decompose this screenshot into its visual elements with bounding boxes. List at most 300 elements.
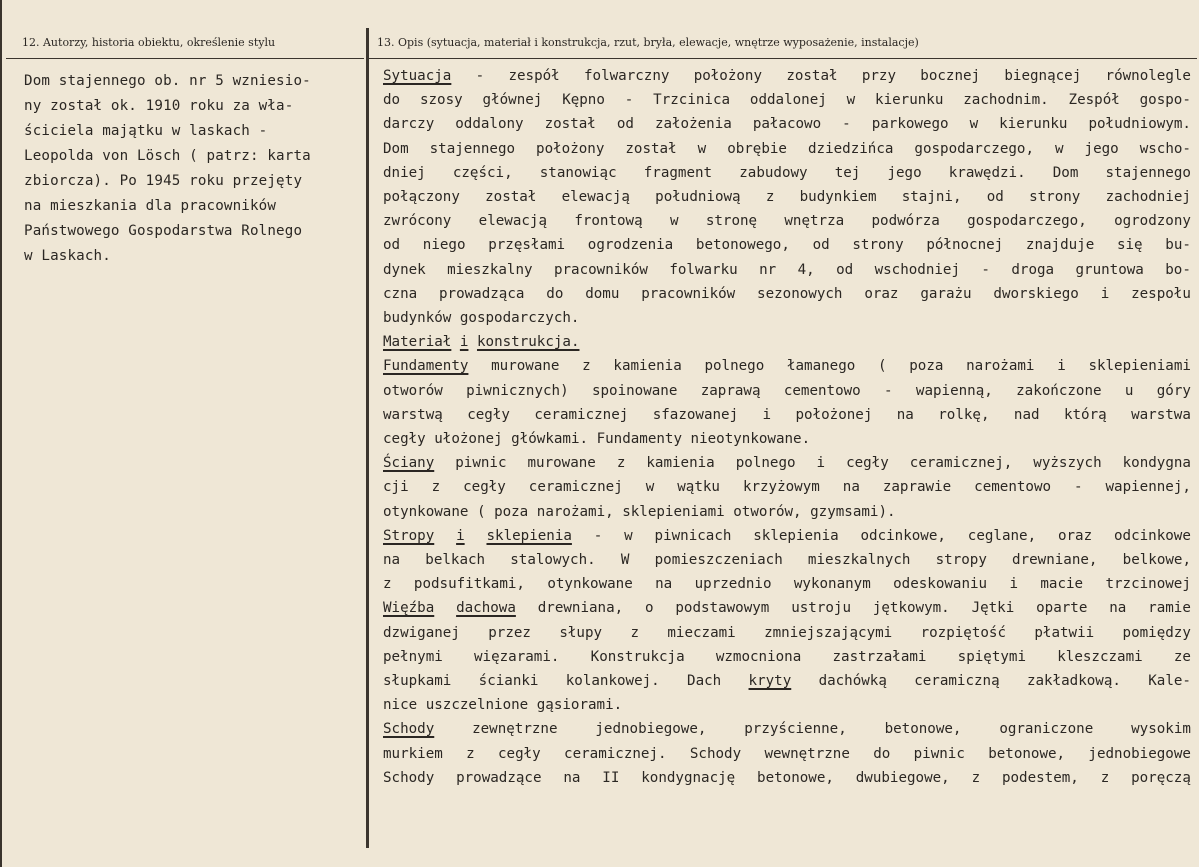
text-line: Leopolda von Lösch ( patrz: karta — [24, 148, 311, 164]
word: drewniana, — [537, 600, 624, 617]
word: sklepieniami — [1088, 358, 1191, 375]
word: wapiennej, — [1105, 479, 1191, 496]
word: pomieszczeniach — [654, 552, 783, 569]
underlined-heading: sklepienia — [486, 527, 572, 544]
word: pracowników — [641, 285, 736, 302]
text-line — [383, 548, 1191, 572]
word: Jętki — [971, 600, 1015, 617]
word: i — [816, 455, 826, 472]
word: narożami — [966, 358, 1035, 375]
text-line — [383, 596, 1191, 620]
word: ceramicznej — [534, 406, 629, 423]
word: został — [625, 140, 677, 157]
header-rule-left — [6, 58, 364, 59]
header-rule-right — [369, 58, 1197, 59]
word: wschodniej — [874, 261, 960, 278]
word: odcinkowe — [1113, 527, 1191, 544]
word: zwrócony — [383, 213, 452, 230]
word: szosy — [419, 92, 463, 109]
word: spiętymi — [957, 648, 1027, 665]
word: wątku — [677, 479, 720, 496]
word: otynkowane — [547, 576, 633, 593]
text-line — [383, 330, 1191, 354]
word: położony — [693, 68, 763, 84]
word: jego — [887, 164, 922, 181]
word: oparte — [1036, 600, 1088, 617]
word: stajennego — [429, 140, 516, 157]
word: kolankowej. — [565, 673, 660, 690]
word: został — [544, 116, 596, 133]
word: ścianki — [478, 673, 539, 690]
word: niego — [422, 237, 466, 254]
word: stronę — [705, 213, 758, 230]
word: - — [842, 116, 851, 133]
word: macie — [1040, 576, 1084, 593]
word: II — [602, 769, 620, 786]
word: znajduje — [1025, 237, 1095, 254]
word: został — [485, 189, 537, 206]
word: betonowe, — [884, 721, 962, 738]
word: W — [620, 552, 630, 569]
word: belkowe, — [1122, 552, 1191, 569]
word: do — [546, 285, 564, 302]
word: z — [466, 745, 475, 762]
text-line: ny został ok. 1910 roku za wła- — [24, 98, 294, 114]
word: góry — [1156, 382, 1191, 399]
word: i — [1100, 285, 1110, 302]
word: bocznej — [920, 68, 981, 84]
word: fragment — [643, 164, 713, 181]
word: cegły — [846, 455, 889, 472]
word: strony — [1029, 189, 1081, 206]
text-line — [383, 185, 1191, 209]
word: zewnętrzne — [472, 721, 558, 738]
word: z — [431, 479, 441, 496]
word: wykonanym — [793, 576, 871, 593]
word: ograniczone — [999, 721, 1094, 738]
word: warstwą — [383, 406, 443, 423]
word: dzwiganej — [383, 624, 460, 641]
word: łamanego — [786, 358, 856, 375]
word: którą — [1063, 406, 1107, 423]
word: - — [624, 92, 634, 109]
word: trzcinowej — [1105, 576, 1191, 593]
word: piwnicznych) — [466, 382, 569, 399]
word: gospo- — [1139, 92, 1191, 109]
word: piwnicach — [654, 527, 732, 544]
text-line — [383, 524, 1191, 548]
text-line — [383, 669, 1191, 693]
word: cementowo — [783, 382, 861, 399]
word: cegły — [498, 745, 541, 762]
word: jednobiegowe — [1088, 745, 1191, 762]
word: Dom — [1052, 164, 1079, 181]
text-line — [383, 354, 1191, 378]
word: stajennego — [1105, 164, 1191, 181]
word: zaprawą — [700, 382, 761, 399]
text-line — [383, 717, 1191, 741]
word: kamienia — [646, 455, 715, 472]
word: poza — [909, 358, 944, 375]
word: pomiędzy — [1122, 624, 1191, 641]
word: ceramiczną — [914, 673, 1000, 690]
word: od — [383, 237, 401, 254]
word: betonowe, — [988, 745, 1066, 762]
word: elewacją — [478, 213, 547, 230]
word: południową — [655, 189, 741, 206]
text-line: Państwowego Gospodarstwa Rolnego — [24, 223, 303, 239]
word: połączony — [383, 189, 460, 206]
word: na — [896, 406, 914, 423]
word: i — [1009, 576, 1018, 593]
word: gospodarczego, — [914, 140, 1034, 157]
word: wyższych — [1033, 455, 1102, 472]
word: północnej — [926, 237, 1004, 254]
text-line — [383, 88, 1191, 112]
word: u — [1124, 382, 1134, 399]
word: kierunku — [875, 92, 944, 109]
text-line — [383, 258, 1191, 282]
word: ( — [878, 358, 887, 375]
word: betonowego, — [695, 237, 790, 254]
line-text: otynkowane ( poza narożami, sklepieniami otworów, gzymsami). — [383, 503, 896, 520]
word: dwubiegowe, — [855, 769, 950, 786]
word: polnego — [704, 358, 765, 375]
word: na — [563, 769, 581, 786]
word: się — [1116, 237, 1143, 254]
word: strony — [852, 237, 904, 254]
word: wysokim — [1131, 721, 1191, 738]
text-line — [383, 161, 1191, 185]
word: kamienia — [613, 358, 682, 375]
word: cji — [383, 479, 409, 496]
word: dynek — [383, 261, 426, 278]
word: i — [1057, 358, 1066, 375]
word: położonej — [795, 406, 873, 423]
word: położony — [536, 140, 605, 157]
word: Dach — [687, 673, 722, 690]
word: zakładkową. — [1026, 673, 1121, 690]
word: części, — [452, 164, 513, 181]
word: oddalonej — [749, 92, 827, 109]
word: murowane — [527, 455, 596, 472]
word: podstawowym — [675, 600, 770, 617]
word: ceramicznej, — [909, 455, 1013, 472]
word: dniej — [383, 164, 426, 181]
text-line — [383, 282, 1191, 306]
word: z — [765, 189, 775, 206]
text-line — [383, 112, 1191, 136]
word: jętkowym. — [872, 600, 950, 617]
word: ogrodzenia — [587, 237, 674, 254]
column-divider — [366, 28, 369, 848]
word: pałacowo — [752, 116, 822, 133]
text-line — [383, 621, 1191, 645]
word: betonowe, — [757, 769, 834, 786]
word: murkiem — [383, 745, 443, 762]
word: stajni, — [901, 189, 962, 206]
word: dachówką — [818, 673, 887, 690]
word: odcinkowe, — [860, 527, 946, 544]
word: droga — [1011, 261, 1055, 278]
word: otworów — [383, 382, 443, 399]
word: nad — [1013, 406, 1040, 423]
word: rolkę, — [938, 406, 990, 423]
word: zachodniej — [1105, 189, 1191, 206]
word: biegnącej — [1004, 68, 1082, 84]
word: bu- — [1165, 237, 1191, 254]
word: jego — [1084, 140, 1119, 157]
word: przęsłami — [488, 237, 566, 254]
word: nr — [759, 261, 777, 278]
word: drewniane, — [1012, 552, 1098, 569]
word: - — [593, 527, 603, 544]
word: garażu — [920, 285, 972, 302]
text-line — [383, 645, 1191, 669]
word: ceramicznej. — [564, 745, 667, 762]
word: sfazowanej — [652, 406, 739, 423]
word: równolegle — [1105, 68, 1191, 84]
text-line — [383, 306, 1191, 330]
word: elewacją — [561, 189, 630, 206]
word: 4, — [797, 261, 815, 278]
word: kleszczami — [1057, 648, 1143, 665]
word: w — [624, 527, 633, 544]
word: zakończone — [1016, 382, 1102, 399]
word: - — [475, 68, 485, 84]
text-line — [383, 475, 1191, 499]
text-line: w Laskach. — [24, 248, 111, 264]
text-line — [383, 403, 1191, 427]
word: Trzcinica — [653, 92, 731, 109]
word: darczy — [383, 116, 435, 133]
word: piwnic — [455, 455, 507, 472]
word: zastrzałami — [832, 648, 927, 665]
word: sklepienia — [753, 527, 839, 544]
word: sezonowych — [757, 285, 843, 302]
text-line — [383, 500, 1191, 524]
word: krzyżowym — [742, 479, 820, 496]
section-13-header: 13. Opis (sytuacja, materiał i konstrukcja, rzut, bryła, elewacje, wnętrze wyposażenie, instalacje) — [377, 36, 919, 49]
word: wapienną, — [915, 382, 993, 399]
word: stanowiąc — [539, 164, 617, 181]
section-12-header: 12. Autorzy, historia obiektu, określenie stylu — [22, 36, 276, 49]
word: zespół — [508, 68, 560, 84]
word: zachodnim. — [963, 92, 1049, 109]
word: ogrodzony — [1114, 213, 1191, 230]
word: mieszkalnych — [807, 552, 911, 569]
word: prowadzące — [456, 769, 542, 786]
page-edge — [0, 0, 2, 867]
word: z — [1100, 769, 1110, 786]
word: parkowego — [871, 116, 949, 133]
word: wnętrza — [784, 213, 845, 230]
word: mieczami — [667, 624, 736, 641]
word: kierunku — [999, 116, 1068, 133]
text-line: ściciela majątku w laskach - — [24, 123, 268, 139]
word: o — [645, 600, 654, 617]
text-line: na mieszkania dla pracowników — [24, 198, 277, 214]
word: oraz — [864, 285, 899, 302]
word: ramie — [1148, 600, 1191, 617]
word: poręczą — [1131, 769, 1191, 786]
text-line — [383, 766, 1191, 790]
underlined-heading: Więźba — [383, 600, 435, 617]
word: ceramicznej — [528, 479, 623, 496]
word: i — [762, 406, 772, 423]
word: cegły — [467, 406, 510, 423]
word: zmniejszającymi — [764, 624, 893, 641]
word: cementowo — [974, 479, 1052, 496]
word: na — [1109, 600, 1127, 617]
word: folwarku — [669, 261, 738, 278]
word: z — [582, 358, 591, 375]
text-line — [383, 233, 1191, 257]
word: jednobiegowe, — [595, 721, 707, 738]
word: na — [655, 576, 673, 593]
word: frontową — [574, 213, 643, 230]
word: oddalony — [455, 116, 524, 133]
word: podwórza — [871, 213, 940, 230]
word: przy — [861, 68, 897, 84]
underlined-heading: Sytuacja — [383, 68, 452, 84]
word: w — [697, 140, 707, 157]
word: z — [616, 455, 626, 472]
word: czna — [383, 285, 418, 302]
word: Zespół — [1068, 92, 1120, 109]
line-text: budynków gospodarczych. — [383, 310, 580, 327]
word: głównej — [482, 92, 543, 109]
text-line — [383, 451, 1191, 475]
word: bo- — [1165, 261, 1191, 278]
word: pełnymi — [383, 648, 443, 665]
word: podsufitkami, — [413, 576, 525, 593]
word: płatwii — [1034, 624, 1095, 641]
word: wewnętrzne — [764, 745, 850, 762]
word: zabudowy — [739, 164, 808, 181]
text-line: Dom stajennego ob. nr 5 wzniesio- — [24, 73, 311, 89]
word: z — [630, 624, 639, 641]
word: Schody — [689, 745, 742, 762]
word: zaprawie — [882, 479, 952, 496]
word: kondygna — [1122, 455, 1191, 472]
line-text: nice uszczelnione gąsiorami. — [383, 697, 623, 714]
word: gospodarczego, — [967, 213, 1087, 230]
word: założenia — [654, 116, 732, 133]
word: uprzednio — [694, 576, 772, 593]
word: zespołu — [1131, 285, 1191, 302]
word: stalowych. — [510, 552, 596, 569]
word: południowym. — [1088, 116, 1191, 133]
word: domu — [585, 285, 620, 302]
text-line — [383, 427, 1191, 451]
word: w — [969, 116, 979, 133]
word: Konstrukcja — [590, 648, 685, 665]
word: od — [986, 189, 1004, 206]
text-line — [383, 693, 1191, 717]
underlined-heading: i — [456, 527, 465, 544]
word: murowane — [491, 358, 560, 375]
line-text: cegły ułożonej główkami. Fundamenty nieotynkowane. — [383, 431, 811, 448]
underlined-heading: Stropy — [383, 527, 435, 544]
word: - — [981, 261, 990, 278]
word: odeskowaniu — [893, 576, 988, 593]
text-line: zbiorcza). Po 1945 roku przejęty — [24, 173, 303, 189]
word: do — [873, 745, 891, 762]
word: Kale- — [1148, 673, 1191, 690]
word: kondygnację — [641, 769, 736, 786]
text-line — [383, 379, 1191, 403]
word: polnego — [735, 455, 796, 472]
history-text — [24, 69, 360, 269]
line-text: Materiał i konstrukcja. — [383, 334, 580, 351]
word: ceglane, — [967, 527, 1037, 544]
word: w — [846, 92, 856, 109]
text-line — [383, 572, 1191, 596]
word: słupy — [559, 624, 603, 641]
word: obrębie — [727, 140, 787, 157]
word: belkach — [425, 552, 486, 569]
word: spoinowane — [591, 382, 678, 399]
text-line — [383, 209, 1191, 233]
text-line — [383, 64, 1191, 88]
word: w — [645, 479, 655, 496]
text-line — [383, 137, 1191, 161]
word: - — [1074, 479, 1083, 496]
word: mieszkalny — [447, 261, 533, 278]
word: w — [1055, 140, 1064, 157]
word: od — [616, 116, 634, 133]
word: dziedzińca — [807, 140, 894, 157]
underlined-heading: Ściany — [383, 455, 435, 472]
text-line — [383, 742, 1191, 766]
word: ze — [1173, 648, 1191, 665]
word: cegły — [463, 479, 506, 496]
word: folwarczny — [583, 68, 670, 84]
word: Kępno — [562, 92, 605, 109]
underlined-heading: kryty — [748, 673, 792, 690]
word: podestem, — [1001, 769, 1079, 786]
word: został — [786, 68, 838, 84]
word: na — [842, 479, 860, 496]
word: piwnic — [913, 745, 965, 762]
word: do — [383, 92, 401, 109]
word: przez — [488, 624, 531, 641]
word: rozpiętość — [920, 624, 1006, 641]
word: pracowników — [553, 261, 648, 278]
word: dworskiego — [993, 285, 1079, 302]
word: słupkami — [383, 673, 452, 690]
word: Dom — [383, 140, 409, 157]
word: oraz — [1057, 527, 1093, 544]
word: na — [383, 552, 401, 569]
word: od — [836, 261, 854, 278]
word: - — [884, 382, 893, 399]
word: Schody — [383, 769, 435, 786]
word: budynkiem — [799, 189, 877, 206]
word: wscho- — [1139, 140, 1191, 157]
underlined-heading: Schody — [383, 721, 435, 738]
word: warstwa — [1131, 406, 1191, 423]
word: prowadząca — [439, 285, 525, 302]
underlined-heading: dachowa — [456, 600, 516, 617]
underlined-heading: Fundamenty — [383, 358, 469, 375]
word: tej — [834, 164, 861, 181]
word: w — [669, 213, 679, 230]
word: krawędzi. — [948, 164, 1026, 181]
word: z — [383, 576, 392, 593]
word: stropy — [935, 552, 987, 569]
